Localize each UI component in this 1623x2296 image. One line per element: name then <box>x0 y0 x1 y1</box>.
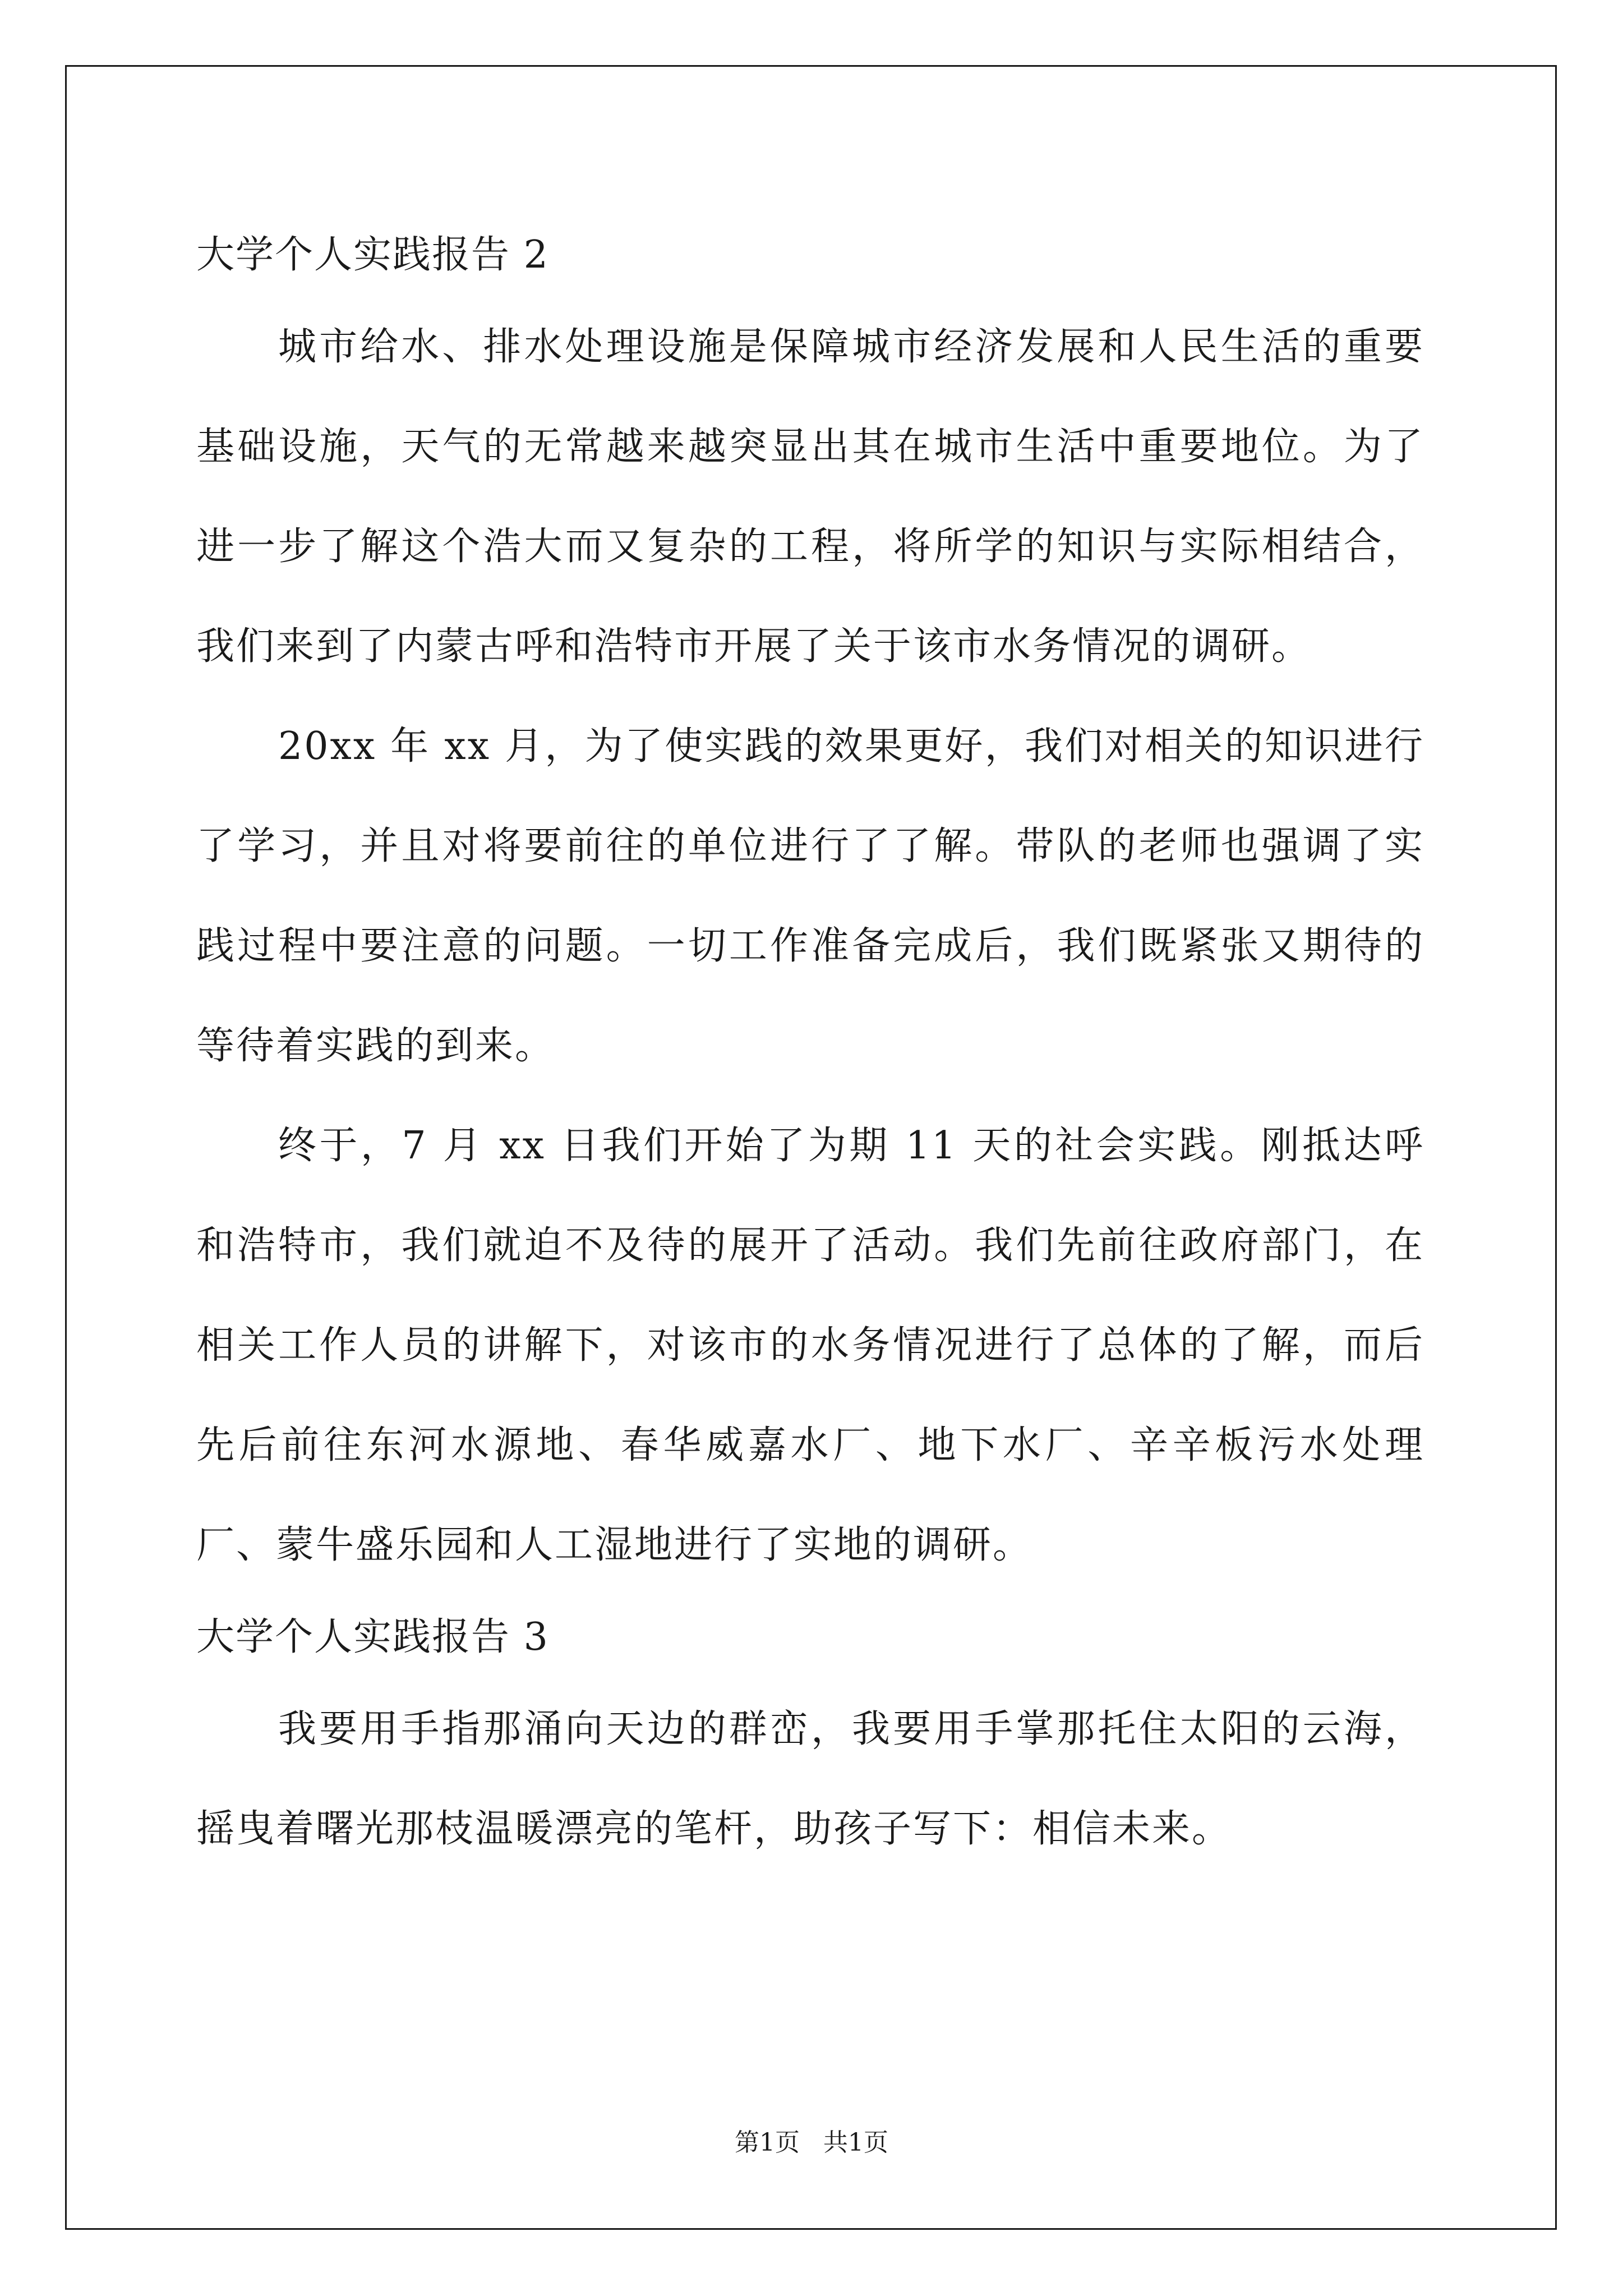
page-footer: 第1页 共1页 <box>735 2128 888 2157</box>
paragraph: 城市给水、排水处理设施是保障城市经济发展和人民生活的重要基础设施，天气的无常越来越突显出其在城市生活中重要地位。为了进一步了解这个浩大而又复杂的工程，将所学的知识与实际相结合，我们来到了内蒙古呼和浩特市开展了关于该市水务情况的调研。 <box>196 325 1424 669</box>
section-heading: 大学个人实践报告 2 <box>196 233 549 277</box>
paragraph: 20xx 年 xx 月，为了使实践的效果更好，我们对相关的知识进行了学习，并且对将要前往的单位进行了了解。带队的老师也强调了实践过程中要注意的问题。一切工作准备完成后，我们既紧张又期待的等待着实践的到来。 <box>196 724 1424 1068</box>
paragraph: 我要用手指那涌向天边的群峦，我要用手掌那托住太阳的云海，摇曳着曙光那枝温暖漂亮的笔杆，助孩子写下：相信未来。 <box>196 1707 1424 1851</box>
paragraph: 终于，7 月 xx 日我们开始了为期 11 天的社会实践。刚抵达呼和浩特市，我们就迫不及待的展开了活动。我们先前往政府部门，在相关工作人员的讲解下，对该市的水务情况进行了总体的了解，而后先后前往东河水源地、春华威嘉水厂、地下水厂、辛辛板污水处理厂、蒙牛盛乐园和人工湿地进行了实地的调研。 <box>196 1124 1424 1567</box>
document-body <box>196 213 1424 1879</box>
section-heading: 大学个人实践报告 3 <box>196 1615 549 1659</box>
